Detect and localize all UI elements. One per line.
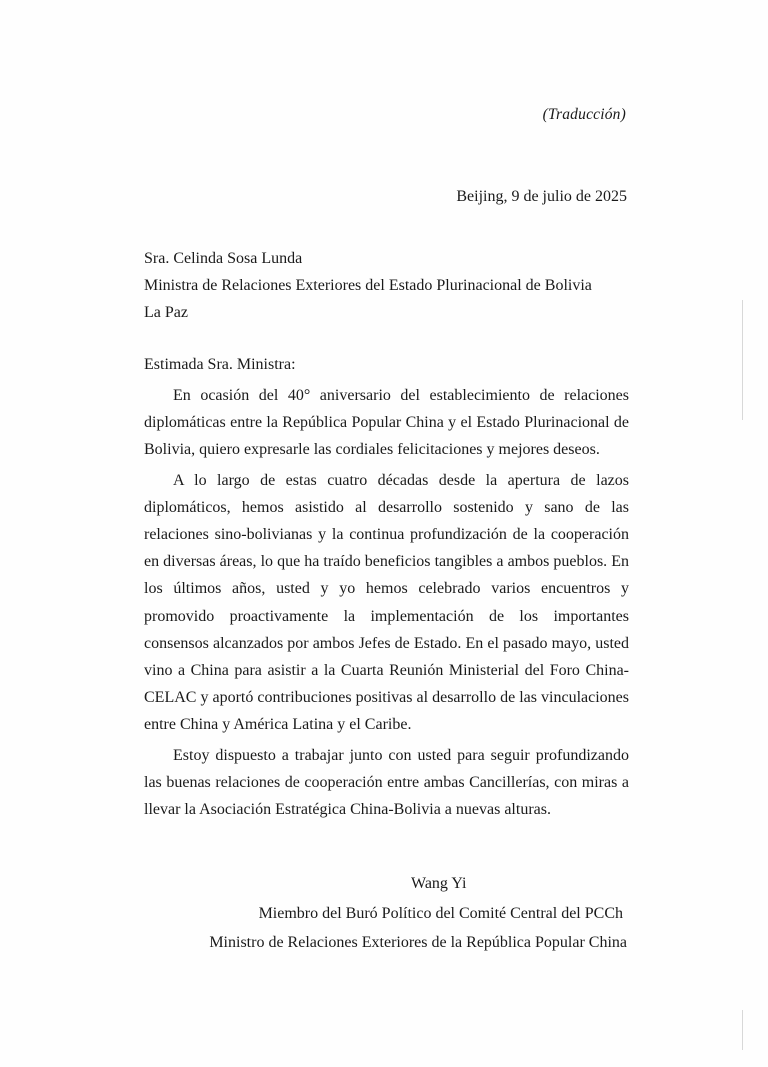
scan-artifact	[742, 300, 743, 420]
letter-body	[144, 382, 629, 826]
signatory-name: Wang Yi	[411, 875, 467, 892]
paragraph: En ocasión del 40° aniversario del establecimiento de relaciones diplomáticas entre la República Popular China y el Estado Plurinacional de Bolivia, quiero expresarle las cordiales felicitaciones y mejores deseos.	[144, 387, 629, 459]
paragraph: Estoy dispuesto a trabajar junto con usted para seguir profundizando las buenas relaciones de cooperación entre ambas Cancillerías, con miras a llevar la Asociación Estratégica China-Bolivia a nuevas alturas.	[144, 746, 629, 819]
recipient-city: La Paz	[144, 304, 188, 321]
recipient-title: Ministra de Relaciones Exteriores del Estado Plurinacional de Bolivia	[144, 277, 592, 294]
recipient-name: Sra. Celinda Sosa Lunda	[144, 250, 303, 267]
signatory-title-ministry: Ministro de Relaciones Exteriores de la República Popular China	[209, 934, 627, 951]
salutation: Estimada Sra. Ministra:	[144, 356, 296, 373]
paragraph: A lo largo de estas cuatro décadas desde la apertura de lazos diplomáticos, hemos asistido al desarrollo sostenido y sano de las relaciones sino-bolivianas y la continua profundización de la cooperación en diversas áreas, lo que ha traído beneficios tangibles a ambos pueblos. En los últimos años, usted y yo hemos celebrado varios encuentros y promovido proactivamente la implementación de los importantes consensos alcanzados por ambos Jefes de Estado. En el pasado mayo, usted vino a China para asistir a la Cuarta Reunión Ministerial del Foro China-CELAC y aportó contribuciones positivas al desarrollo de las vinculaciones entre China y América Latina y el Caribe.	[144, 471, 629, 734]
letter-date: Beijing, 9 de julio de 2025	[456, 188, 627, 205]
signatory-title-party: Miembro del Buró Político del Comité Central del PCCh	[258, 905, 623, 922]
translation-note: (Traducción)	[542, 106, 626, 123]
scan-artifact	[742, 1010, 743, 1050]
recipient-block	[144, 245, 592, 326]
